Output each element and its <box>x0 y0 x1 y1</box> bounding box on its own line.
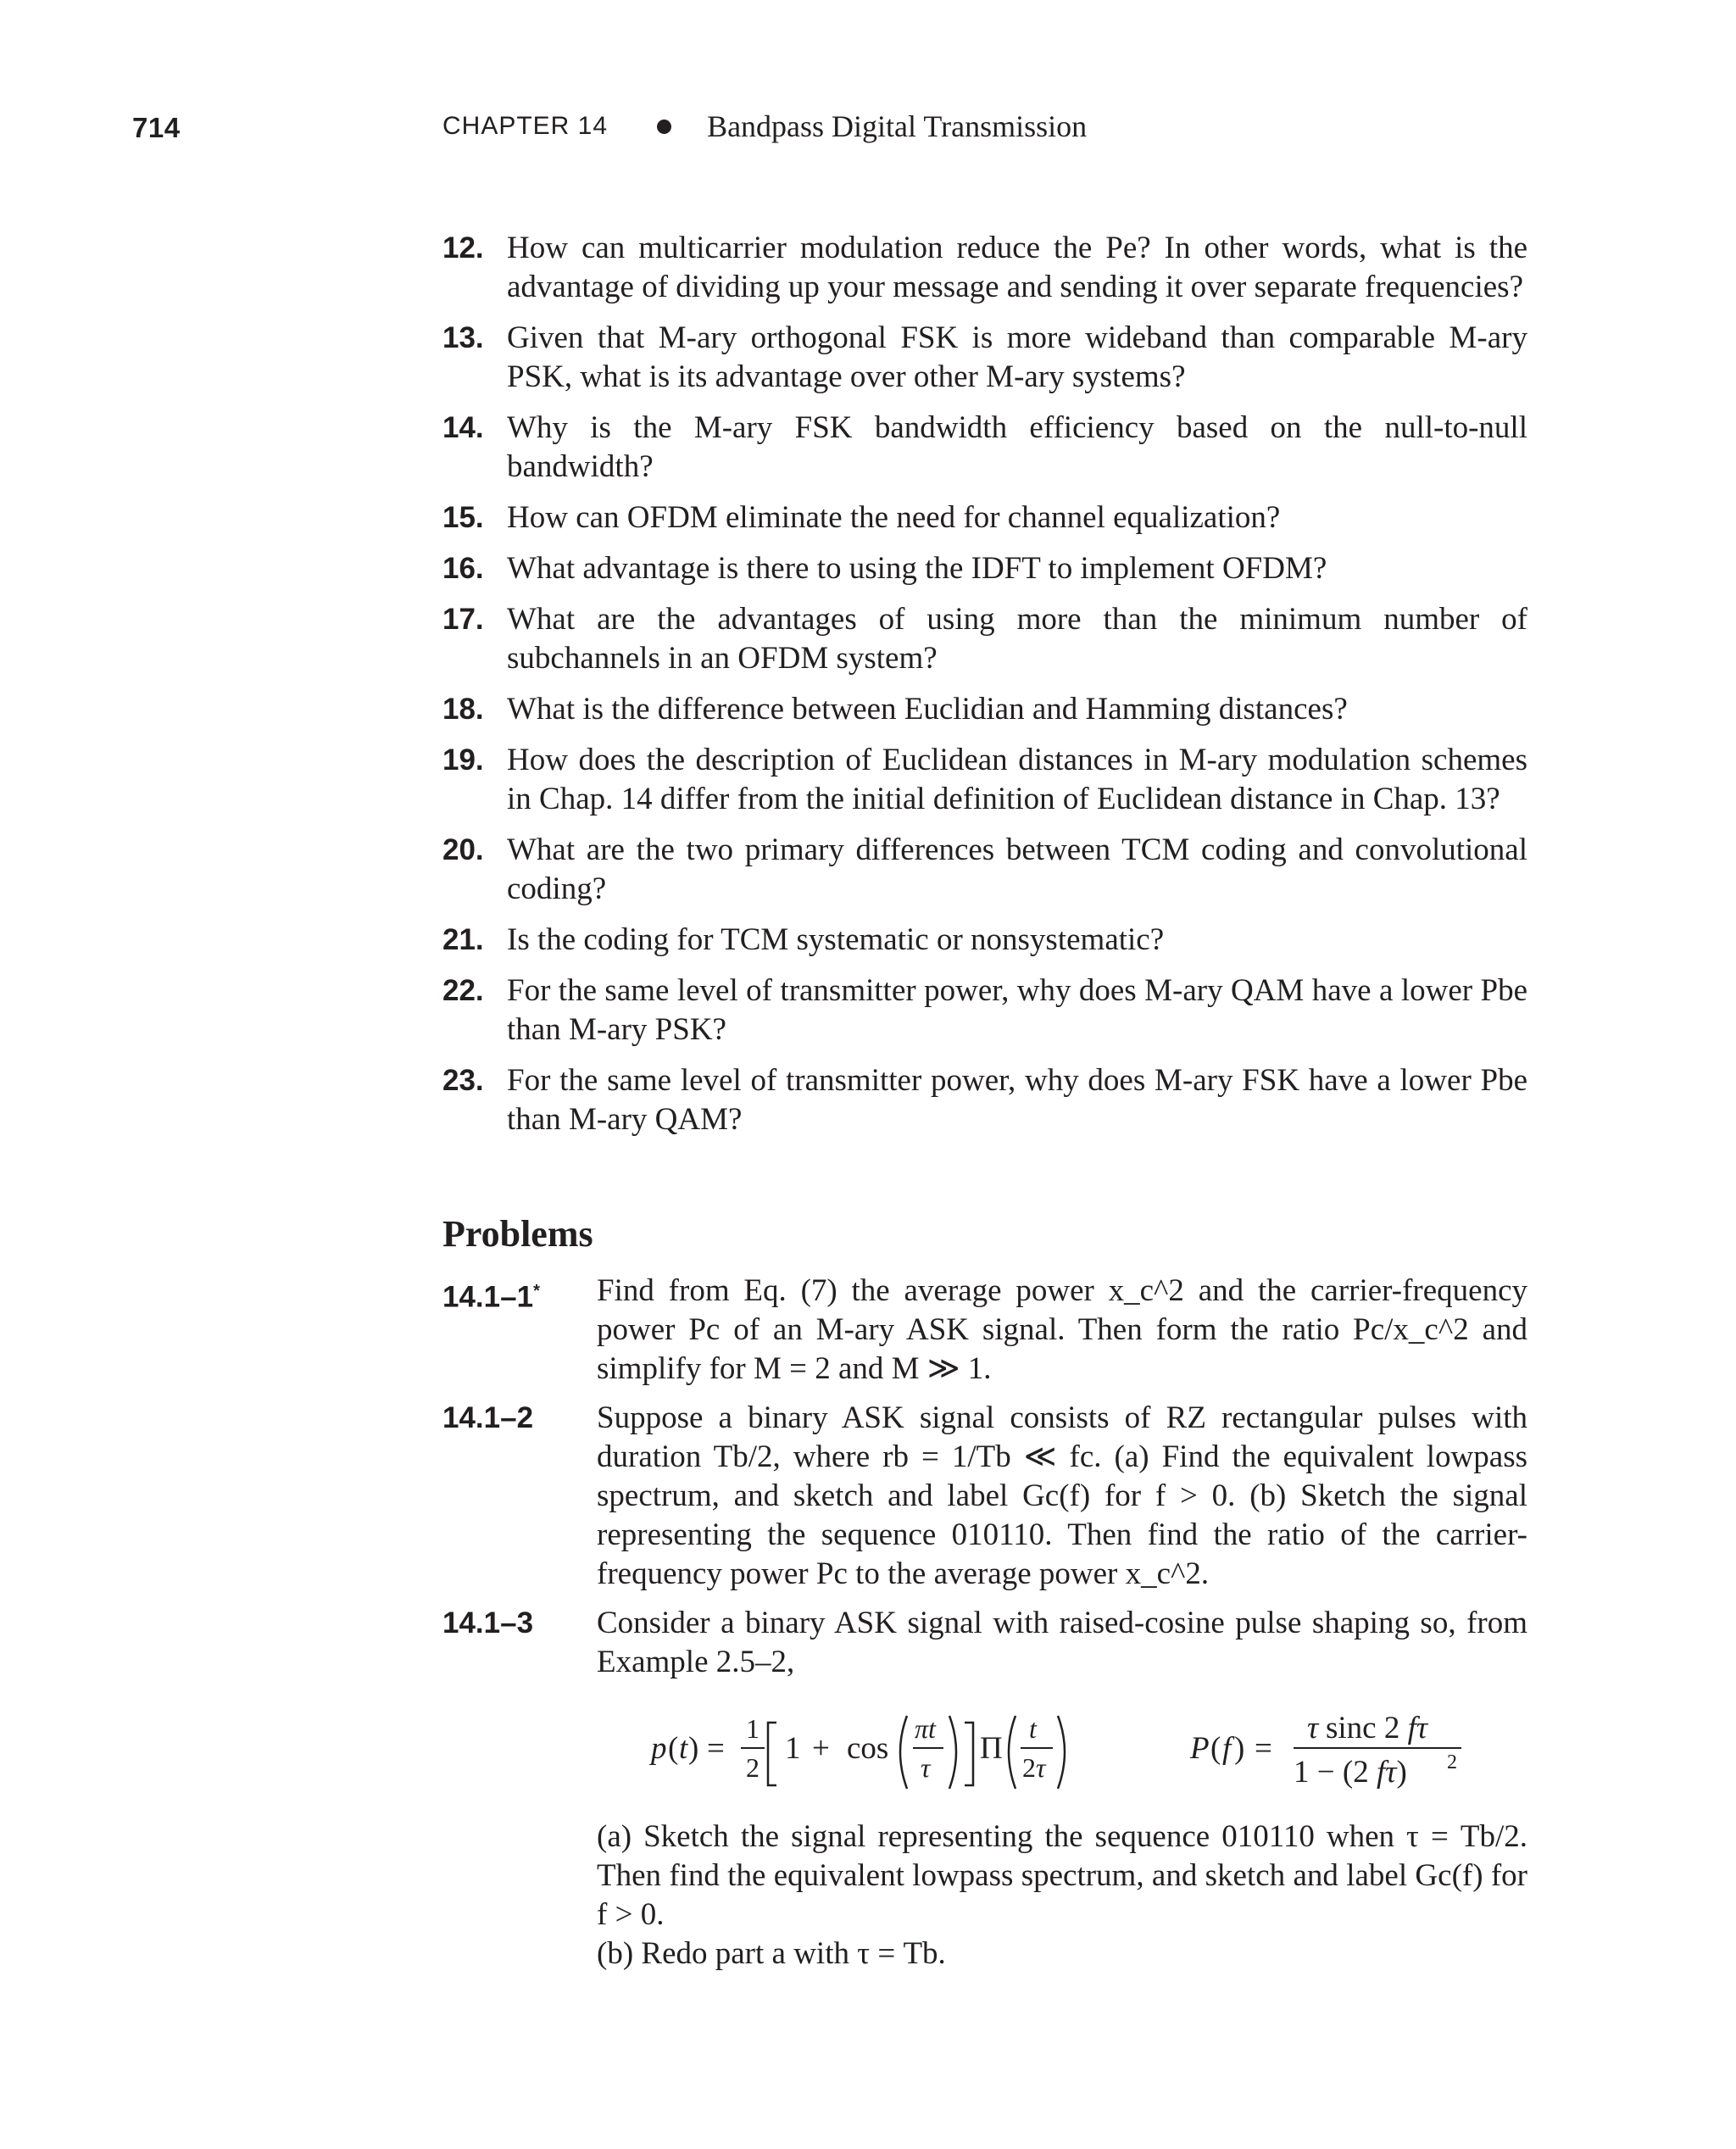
problem-body <box>597 1272 1527 1389</box>
bullet-icon <box>657 120 671 134</box>
problem-item <box>442 1604 1527 1974</box>
question-number: 16. <box>442 552 484 585</box>
question-number: 19. <box>442 743 484 777</box>
problem-body <box>597 1604 1527 1974</box>
svg-text:f: f <box>1222 1731 1232 1766</box>
question-item <box>442 229 1527 307</box>
svg-text:t: t <box>1029 1713 1037 1744</box>
question-item <box>442 498 1527 537</box>
problem-formula <box>597 1707 1527 1802</box>
page-number: 714 <box>132 112 181 143</box>
review-questions <box>442 229 1527 1151</box>
svg-text:p: p <box>651 1731 667 1766</box>
problem-number: 14.1–3 <box>442 1606 534 1640</box>
svg-text:2τ: 2τ <box>1022 1752 1046 1783</box>
svg-text:P: P <box>1190 1731 1210 1766</box>
running-head <box>442 109 1087 144</box>
question-item <box>442 409 1527 487</box>
problem-body <box>597 1399 1527 1594</box>
svg-text:Π: Π <box>980 1731 1003 1766</box>
problem-part-b: (b) Redo part a with τ = Tb. <box>597 1936 946 1971</box>
problem-text: Suppose a binary ASK signal consists of RZ rectangular pulses with duration Tb/2, where rb = 1/Tb ≪ fc. (a) Find the equivalent lowpass spectrum, and sketch and label Gc(f) for f > 0. (b) Sketch the signal representing the sequence 010110. Then find the ratio of the carrier-frequency power Pc to the average power x_c^2. <box>597 1400 1527 1591</box>
question-number: 13. <box>442 321 484 354</box>
svg-text:1: 1 <box>746 1713 760 1744</box>
svg-text:): ) <box>1234 1731 1245 1766</box>
question-text: Why is the M-ary FSK bandwidth efficiency based on the null-to-null bandwidth? <box>507 410 1527 484</box>
question-number: 17. <box>442 603 484 636</box>
svg-text:t: t <box>679 1731 688 1766</box>
svg-text:1 − (2 fτ): 1 − (2 fτ) <box>1294 1755 1407 1790</box>
question-item <box>442 549 1527 588</box>
problems-heading: Problems <box>442 1213 593 1255</box>
question-text: What are the advantages of using more than the minimum number of subchannels in an OFDM system? <box>507 602 1527 676</box>
question-text: What is the difference between Euclidian and Hamming distances? <box>507 692 1348 727</box>
svg-text:πt: πt <box>915 1713 936 1744</box>
svg-text:+: + <box>812 1731 830 1766</box>
question-text: How can OFDM eliminate the need for channel equalization? <box>507 500 1281 535</box>
question-item <box>442 831 1527 909</box>
question-text: Is the coding for TCM systematic or nonsystematic? <box>507 922 1165 957</box>
question-number: 22. <box>442 974 484 1007</box>
svg-text:(: ( <box>1210 1731 1221 1766</box>
question-text: Given that M-ary orthogonal FSK is more wideband than comparable M-ary PSK, what is its advantage over other M-ary systems? <box>507 320 1527 394</box>
svg-text:): ) <box>688 1731 699 1766</box>
question-item <box>442 921 1527 960</box>
question-text: How can multicarrier modulation reduce the Pe? In other words, what is the advantage of dividing up your message and sending it over separate frequencies? <box>507 231 1527 304</box>
question-number: 12. <box>442 231 484 264</box>
question-number: 14. <box>442 411 484 444</box>
problems-list <box>442 1272 1527 1984</box>
question-text: What advantage is there to using the IDFT to implement OFDM? <box>507 551 1327 586</box>
chapter-label: CHAPTER 14 <box>442 112 609 140</box>
question-text: How does the description of Euclidean distances in M-ary modulation schemes in Chap. 14 differ from the initial definition of Euclidean distance in Chap. 13? <box>507 743 1527 816</box>
problem-item <box>442 1399 1527 1594</box>
chapter-title: Bandpass Digital Transmission <box>707 109 1088 143</box>
question-number: 21. <box>442 923 484 956</box>
problem-text: Find from Eq. (7) the average power x_c^2 and the carrier-frequency power Pc of an M-ary ASK signal. Then form the ratio Pc/x_c^2 and simplify for M = 2 and M ≫ 1. <box>597 1273 1527 1386</box>
svg-text:sinc 2 fτ: sinc 2 fτ <box>1326 1711 1428 1745</box>
question-item <box>442 972 1527 1049</box>
svg-text:τ: τ <box>921 1752 931 1783</box>
svg-text:2: 2 <box>1447 1751 1457 1773</box>
question-item <box>442 319 1527 397</box>
question-item <box>442 741 1527 819</box>
svg-text:(: ( <box>668 1731 679 1766</box>
svg-text:τ: τ <box>1307 1711 1319 1745</box>
svg-text:1: 1 <box>785 1731 801 1766</box>
problem-intro: Consider a binary ASK signal with raised-cosine pulse shaping so, from Example 2.5–2, <box>597 1606 1527 1679</box>
question-number: 23. <box>442 1064 484 1097</box>
question-text: For the same level of transmitter power, why does M-ary FSK have a lower Pbe than M-ary QAM? <box>507 1063 1527 1137</box>
question-number: 18. <box>442 693 484 726</box>
problem-number: 14.1–2 <box>442 1401 534 1434</box>
question-item <box>442 690 1527 729</box>
formula-pt-pf <box>597 1707 1487 1802</box>
problem-item <box>442 1272 1527 1389</box>
question-item <box>442 1061 1527 1139</box>
problem-number: 14.1–1* <box>442 1280 540 1314</box>
svg-text:cos: cos <box>847 1731 889 1766</box>
svg-text:=: = <box>707 1731 725 1766</box>
problem-part-a: (a) Sketch the signal representing the sequence 010110 when τ = Tb/2. Then find the equivalent lowpass spectrum, and sketch and label Gc(f) for f > 0. <box>597 1819 1527 1932</box>
svg-text:=: = <box>1255 1731 1272 1766</box>
question-number: 20. <box>442 833 484 866</box>
question-number: 15. <box>442 501 484 534</box>
question-text: For the same level of transmitter power, why does M-ary QAM have a lower Pbe than M-ary PSK? <box>507 973 1527 1047</box>
question-text: What are the two primary differences between TCM coding and convolutional coding? <box>507 832 1527 906</box>
svg-text:2: 2 <box>746 1752 760 1783</box>
problem-mark: * <box>533 1282 540 1300</box>
question-item <box>442 600 1527 678</box>
